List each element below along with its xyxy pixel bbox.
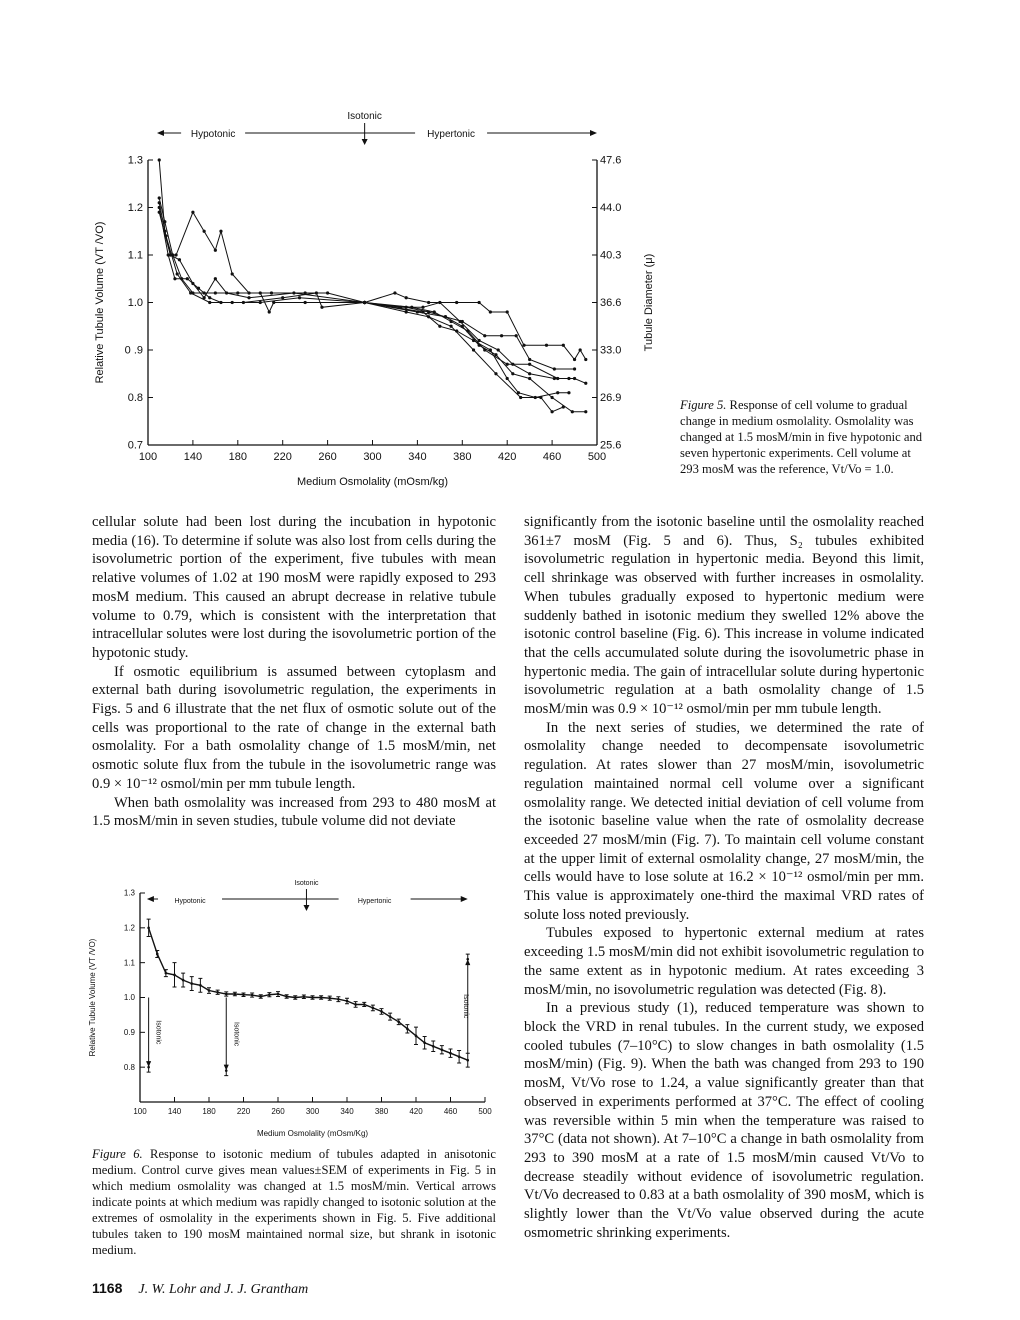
y-tick-label: 1.2 xyxy=(127,202,143,215)
data-point xyxy=(472,348,475,351)
y-right-tick-label: 25.6 xyxy=(600,439,622,452)
x-tick-label: 380 xyxy=(453,451,472,463)
data-point xyxy=(567,391,570,394)
data-point xyxy=(337,998,340,1001)
data-point xyxy=(208,296,211,299)
x-tick-label: 140 xyxy=(167,1107,182,1116)
data-point xyxy=(405,296,408,299)
data-point xyxy=(165,972,168,975)
data-point xyxy=(553,377,556,380)
data-point xyxy=(199,984,202,987)
data-point xyxy=(259,291,262,294)
page-number: 1168 xyxy=(92,1280,123,1296)
data-point xyxy=(545,344,548,347)
data-point xyxy=(231,301,234,304)
x-tick-label: 500 xyxy=(587,451,607,463)
x-axis-title: Medium Osmolality (mOsm/Kg) xyxy=(256,1129,369,1138)
arrowhead-left xyxy=(147,896,154,902)
jump-point xyxy=(147,1066,150,1069)
data-point xyxy=(415,1035,418,1038)
data-point xyxy=(191,282,194,285)
data-point xyxy=(489,310,492,313)
data-point xyxy=(225,291,228,294)
data-point xyxy=(268,310,271,313)
data-point xyxy=(528,363,531,366)
series-line-hypo-5 xyxy=(159,203,364,303)
data-point xyxy=(190,982,193,985)
data-point xyxy=(511,372,514,375)
data-point xyxy=(182,979,185,982)
x-tick-label: 340 xyxy=(340,1107,354,1116)
data-point xyxy=(231,272,234,275)
data-point xyxy=(427,301,430,304)
data-point xyxy=(472,339,475,342)
data-point xyxy=(399,306,402,309)
data-point xyxy=(539,396,542,399)
y-tick-label: 1.0 xyxy=(123,993,135,1003)
x-tick-label: 180 xyxy=(228,451,247,463)
paragraph: If osmotic equilibrium is assumed between cytoplasm and external bath during isovolumetric regulation, the experiments in Figs. 5 and 6 illustrate that the net flux of osmotic solute out of the cells was proportional to the rate of change in the external bath osmolality. For a bath osmolality change of 1.5 mosM/min, net osmotic solute flux from the tubule in the isovolumetric range was 0.9 × 10⁻¹² osmol/min per mm tubule length. xyxy=(92,663,496,792)
data-point xyxy=(458,1055,461,1058)
y-tick-label: 0.7 xyxy=(127,439,143,452)
left-column xyxy=(92,513,496,831)
data-point xyxy=(458,320,461,323)
data-point xyxy=(326,291,329,294)
data-point xyxy=(397,1021,400,1024)
data-point xyxy=(449,1052,452,1055)
data-point xyxy=(158,158,161,161)
data-point xyxy=(191,211,194,214)
data-point xyxy=(522,344,525,347)
y-tick-label: 1.3 xyxy=(127,154,143,167)
data-point xyxy=(242,993,245,996)
mean-curve xyxy=(149,928,468,1060)
data-point xyxy=(489,348,492,351)
data-point xyxy=(156,953,159,956)
data-point xyxy=(562,405,565,408)
data-point xyxy=(311,996,314,999)
jump-point xyxy=(466,958,469,961)
hypertonic-label: Hypertonic xyxy=(357,898,392,905)
x-tick-label: 180 xyxy=(202,1107,216,1116)
figure-5-caption xyxy=(680,397,925,477)
data-point xyxy=(354,1003,357,1006)
x-tick-label: 460 xyxy=(443,1107,458,1116)
x-tick-label: 500 xyxy=(478,1107,492,1116)
x-tick-label: 340 xyxy=(408,451,427,463)
data-point xyxy=(247,296,250,299)
y-right-tick-label: 33.0 xyxy=(600,344,622,357)
data-point xyxy=(251,994,254,997)
data-point xyxy=(438,301,441,304)
series-line-hyper-6 xyxy=(365,303,564,412)
arrowhead-right xyxy=(590,130,597,136)
paragraph: When bath osmolality was increased from 293 to 480 mosM at 1.5 mosM/min in seven studies, tubule volume did not deviate xyxy=(92,794,496,830)
data-point xyxy=(294,996,297,999)
arrowhead-right xyxy=(461,896,468,902)
y-right-axis-title: Tubule Diameter (μ) xyxy=(643,253,655,352)
data-point xyxy=(380,1010,383,1013)
x-tick-label: 220 xyxy=(273,451,292,463)
isotonic-arrowhead xyxy=(362,139,368,145)
data-point xyxy=(506,363,509,366)
data-point xyxy=(208,301,211,304)
x-tick-label: 420 xyxy=(498,451,517,463)
data-point xyxy=(363,1003,366,1006)
data-point xyxy=(174,253,177,256)
y-axis-title: Relative Tubule Volume (VT /VO) xyxy=(88,938,97,1057)
y-tick-label: 0.9 xyxy=(123,1028,135,1037)
y-tick-label: 1.1 xyxy=(127,249,143,262)
series-line-hyper-1 xyxy=(365,293,586,360)
y-axis-title: Relative Tubule Volume (VT /VO) xyxy=(94,221,106,384)
data-point xyxy=(158,211,161,214)
data-point xyxy=(219,230,222,233)
y-tick-label: 1.1 xyxy=(123,958,135,968)
y-right-tick-label: 36.6 xyxy=(600,297,622,310)
x-tick-label: 420 xyxy=(409,1107,423,1116)
y-right-tick-label: 44.0 xyxy=(600,202,622,215)
data-point xyxy=(270,291,273,294)
data-point xyxy=(455,301,458,304)
data-point xyxy=(571,410,574,413)
data-point xyxy=(346,1000,349,1003)
data-point xyxy=(553,367,556,370)
x-tick-label: 300 xyxy=(363,451,382,463)
caption-label: Figure 5. xyxy=(680,398,727,412)
data-point xyxy=(320,306,323,309)
x-tick-label: 380 xyxy=(374,1107,389,1116)
data-point xyxy=(214,249,217,252)
x-tick-label: 140 xyxy=(183,451,203,463)
data-point xyxy=(584,358,587,361)
data-point xyxy=(216,991,219,994)
data-point xyxy=(478,339,481,342)
data-point xyxy=(421,310,424,313)
data-point xyxy=(444,315,447,318)
data-point xyxy=(147,927,150,930)
data-point xyxy=(567,377,570,380)
data-point xyxy=(304,301,307,304)
data-point xyxy=(406,1028,409,1031)
isotonic-arrowhead xyxy=(303,905,309,911)
data-point xyxy=(320,996,323,999)
authors: J. W. Lohr and J. J. Grantham xyxy=(138,1282,309,1297)
data-point xyxy=(551,410,554,413)
data-point xyxy=(214,291,217,294)
x-tick-label: 460 xyxy=(542,451,562,463)
data-point xyxy=(528,358,531,361)
data-point xyxy=(497,348,500,351)
data-point xyxy=(515,334,518,337)
series-line-hyper-2 xyxy=(365,303,575,370)
hypotonic-label: Hypotonic xyxy=(190,129,236,140)
caption-label: Figure 6. xyxy=(92,1147,143,1161)
data-point xyxy=(393,291,396,294)
data-point xyxy=(556,391,559,394)
isotonic-label: Isotonic xyxy=(347,111,382,122)
y-tick-label: 1.0 xyxy=(127,297,143,310)
data-point xyxy=(573,367,576,370)
x-tick-label: 100 xyxy=(133,1107,147,1116)
data-point xyxy=(186,277,189,280)
y-tick-label: 0.8 xyxy=(123,1062,135,1072)
y-tick-label: 0 .9 xyxy=(124,344,143,357)
data-point xyxy=(173,974,176,977)
y-right-tick-label: 47.6 xyxy=(600,154,622,167)
data-point xyxy=(421,306,424,309)
figure-6-chart xyxy=(0,860,520,1140)
isotonic-label: Isotonic xyxy=(294,880,319,887)
data-point xyxy=(303,996,306,999)
data-point xyxy=(214,277,217,280)
right-column xyxy=(524,513,924,1242)
data-point xyxy=(551,396,554,399)
data-point xyxy=(573,377,576,380)
data-point xyxy=(268,993,271,996)
data-point xyxy=(579,348,582,351)
data-point xyxy=(158,196,161,199)
x-tick-label: 300 xyxy=(305,1107,320,1116)
series-line-hyper-7 xyxy=(365,303,569,379)
data-point xyxy=(259,995,262,998)
y-tick-label: 0.8 xyxy=(127,392,143,405)
data-point xyxy=(478,301,481,304)
data-point xyxy=(584,382,587,385)
data-point xyxy=(292,291,295,294)
data-point xyxy=(164,234,167,237)
data-point xyxy=(372,1007,375,1010)
page-footer xyxy=(92,1280,308,1298)
paragraph: Tubules exposed to hypertonic external medium at rates exceeding 1.5 mosM/min did not exhibit isovolumetric regulation to the same extent as in hypotonic medium. At rates exceeding 3 mosM/min, no isovolumetric regulation was detected (Fig. 8). xyxy=(524,925,924,998)
data-point xyxy=(519,396,522,399)
data-point xyxy=(573,358,576,361)
data-point xyxy=(506,377,509,380)
data-point xyxy=(483,334,486,337)
data-point xyxy=(562,344,565,347)
data-point xyxy=(236,291,239,294)
data-point xyxy=(277,993,280,996)
data-point xyxy=(528,372,531,375)
paragraph: In a previous study (1), reduced temperature was shown to block the VRD in renal tubules. In the current study, we exposed cooled tubules (7–10°C) to slow changes in bath osmolality (1.5 mosM/min) (Fig. 9). When the bath was changed from 293 to 190 mosM, Vt/Vo rose to 1.24, a value significantly greater than that observed in experiments performed at 37°C. The effect of cooling was reversible within 5 min when the temperature was raised to 37°C (data not shown). At 7–10°C a change in bath osmolality from 293 to 390 mosM at a rate of 1.5 mosM/min caused Vt/Vo to decrease steadily without evidence of isovolumetric regulation. Vt/Vo decreased to 0.83 at a bath osmolality of 390 mosM, which is slightly lower than the Vt/Vo value observed during the acute osmometric shrinking experiments. xyxy=(524,1000,924,1241)
data-point xyxy=(405,310,408,313)
series-line-hyper-5 xyxy=(365,303,569,398)
x-tick-label: 220 xyxy=(236,1107,251,1116)
data-point xyxy=(234,993,237,996)
data-point xyxy=(298,296,301,299)
arrowhead-left xyxy=(157,130,164,136)
data-point xyxy=(494,372,497,375)
data-point xyxy=(433,310,436,313)
data-point xyxy=(281,296,284,299)
hypertonic-label: Hypertonic xyxy=(427,129,475,140)
data-point xyxy=(449,325,452,328)
data-point xyxy=(423,1041,426,1044)
y-right-tick-label: 40.3 xyxy=(600,249,622,262)
data-point xyxy=(208,989,211,992)
data-point xyxy=(500,334,503,337)
data-point xyxy=(173,277,176,280)
jump-point xyxy=(225,1069,228,1072)
data-point xyxy=(528,377,531,380)
x-tick-label: 260 xyxy=(271,1107,285,1116)
paragraph: In the next series of studies, we determined the rate of osmolality change needed to decompensate isovolumetric regulation. At rates slower than 27 mosM/min, isovolumetric regulation maintained normal cell volume over a significant osmolality range. We detected initial deviation of cell volume from the isotonic baseline value when the rate of osmolality decrease exceeded 27 mosM/min (Fig. 7). To maintain cell volume constant at the upper limit of external osmolality change, 27 mosM/min, the cells would have to lose solute at 16.2 × 10⁻¹² osmol/min per mm. This value is approximately one-third the maximal VRD rates of solute loss noted previously. xyxy=(524,719,924,923)
data-point xyxy=(176,272,179,275)
data-point xyxy=(189,291,192,294)
y-right-tick-label: 26.9 xyxy=(600,392,622,405)
data-point xyxy=(389,1015,392,1018)
data-point xyxy=(178,258,181,261)
data-point xyxy=(315,291,318,294)
paragraph: cellular solute had been lost during the incubation in hypotonic media (16). To determine if solute was also lost from cells during the isovolumetric portion of the experiment, five tubules with mean relative volumes of 1.02 at 190 mosM were rapidly exposed to 293 mosM medium. This caused an abrupt decrease in relative tubule volume to 0.79, which is consistent with the interpretation that intracellular solutes were lost during the isovolumetric portion of the hypotonic study. xyxy=(92,514,496,661)
data-point xyxy=(584,410,587,413)
data-point xyxy=(259,301,262,304)
data-point xyxy=(511,363,514,366)
data-point xyxy=(363,301,366,304)
series-line-hyper-3 xyxy=(365,303,586,384)
isotonic-arrow-label: Isotonic xyxy=(154,1020,162,1045)
isotonic-arrow-label: Isotonic xyxy=(232,1022,240,1047)
caption-text: Response of cell volume to gradual change in medium osmolality. Osmolality was changed at 1.5 mosM/min in five hypotonic and seven hypertonic experiments. Cell volume at 293 mosM was the reference, Vt/Vo = 1.0. xyxy=(680,398,923,476)
y-tick-label: 1.2 xyxy=(123,923,135,933)
data-point xyxy=(432,1045,435,1048)
data-point xyxy=(438,325,441,328)
data-point xyxy=(158,201,161,204)
hypotonic-label: Hypotonic xyxy=(174,898,206,905)
data-point xyxy=(285,995,288,998)
data-point xyxy=(506,310,509,313)
x-tick-label: 100 xyxy=(138,451,158,463)
caption-text: Response to isotonic medium of tubules adapted in anisotonic medium. Control curve gives mean values±SEM of experiments in Fig. 5 in which medium osmolality was changed at 1.5 mosM/min. Vertical arrows indicate points at which medium was rapidly changed to isotonic solution at the extremes of osmolality in the experiments shown in Fig. 5. Five additional tubules taken to 190 mosM maintained normal size, but shrank in isotonic medium. xyxy=(92,1147,496,1257)
data-point xyxy=(328,997,331,1000)
series-line-hyper-4 xyxy=(365,303,586,412)
y-tick-label: 1.3 xyxy=(123,888,135,898)
x-tick-label: 260 xyxy=(318,451,337,463)
paragraph: significantly from the isotonic baseline until the osmolality reached 361±7 mosM (Fig. 5 and 6). Thus, S₂ tubules exhibited isovolumetric regulation in hypertonic media. Beyond this limit, cell shrinkage was observed with further increases in osmolality. When tubules gradually exposed to hypertonic medium were suddenly bathed in isotonic medium they swelled 12% above the isotonic control baseline (Fig. 6). This increase in volume indicated that the cells accumulated solute during the isovolumetric phase in hypertonic media. The gain of intracellular solute during hypertonic isovolumetric regulation at a bath osmolality change of 1.5 mosM/min was 0.9 × 10⁻¹² osmol/min per mm tubule length. xyxy=(524,514,924,718)
data-point xyxy=(466,1059,469,1062)
data-point xyxy=(494,353,497,356)
x-axis-title: Medium Osmolality (mOsm/kg) xyxy=(297,476,448,488)
data-point xyxy=(427,315,430,318)
data-point xyxy=(441,1048,444,1051)
data-point xyxy=(225,993,228,996)
data-point xyxy=(203,230,206,233)
isotonic-arrow-label: Isotonic xyxy=(461,994,469,1019)
figure-6-caption xyxy=(92,1146,496,1258)
